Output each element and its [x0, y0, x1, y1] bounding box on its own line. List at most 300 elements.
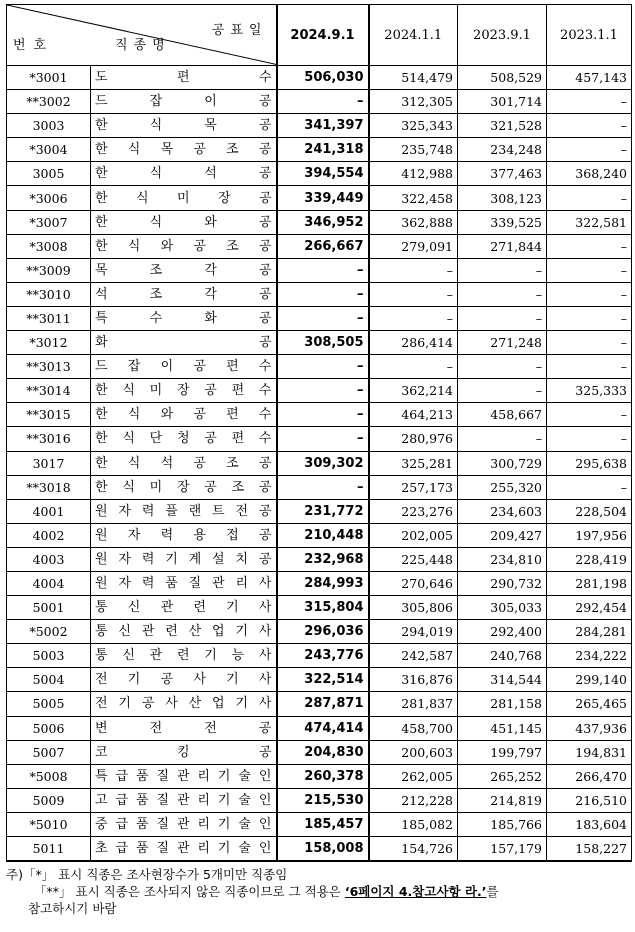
- job-code: **3013: [7, 355, 91, 379]
- job-name: [91, 764, 277, 788]
- wage-value: 301,714: [458, 90, 547, 114]
- job-name-char: 공: [258, 286, 272, 302]
- job-name: [91, 162, 277, 186]
- footnote-line-2: [6, 883, 499, 900]
- job-name-char: 장: [176, 479, 190, 495]
- job-name-text: [95, 837, 272, 860]
- wage-value: 451,145: [458, 716, 547, 740]
- job-code: *5008: [7, 764, 91, 788]
- wage-value: 242,587: [369, 644, 458, 668]
- job-name-text: [95, 452, 272, 475]
- job-name-char: 장: [217, 190, 231, 206]
- job-code: **3010: [7, 282, 91, 306]
- job-name-text: [95, 500, 272, 523]
- wage-value: 508,529: [458, 66, 547, 90]
- job-name-char: 공: [258, 720, 272, 736]
- wage-value: –: [547, 186, 632, 210]
- wage-value: 309,302: [277, 451, 369, 475]
- table-row: [7, 644, 632, 668]
- wage-value: 281,198: [547, 571, 632, 595]
- job-name-char: 전: [95, 696, 108, 712]
- footnote-mark-double: 「**」: [34, 884, 72, 899]
- job-name-char: 각: [204, 286, 217, 302]
- job-name-char: 식: [122, 383, 135, 399]
- job-name: [91, 114, 277, 138]
- job-name-char: 사: [258, 576, 272, 592]
- wage-value: 204,830: [277, 740, 369, 764]
- job-name: [91, 620, 277, 644]
- table-row: [7, 812, 632, 836]
- job-name: [91, 355, 277, 379]
- job-name-char: 와: [160, 407, 174, 423]
- wage-value: 341,397: [277, 114, 369, 138]
- job-name-char: 드: [95, 94, 108, 110]
- job-name-char: 식: [149, 118, 163, 134]
- wage-value: 212,228: [369, 788, 458, 812]
- date-header-2023-1: 2023.1.1: [547, 5, 632, 66]
- wage-value: 202,005: [369, 523, 458, 547]
- wage-value: –: [369, 306, 458, 330]
- wage-value: 362,214: [369, 379, 458, 403]
- wage-value: 284,993: [277, 571, 369, 595]
- job-name: [91, 234, 277, 258]
- wage-value: –: [547, 427, 632, 451]
- job-name-text: [95, 379, 272, 402]
- wage-value: 514,479: [369, 66, 458, 90]
- job-name-text: [95, 403, 272, 426]
- wage-value: 314,544: [458, 668, 547, 692]
- job-name-char: 공: [258, 551, 272, 567]
- job-name-char: 질: [188, 576, 202, 592]
- job-name-char: 전: [149, 720, 163, 736]
- footnote-reference: ‘6페이지 4.참고사항 라.’: [344, 884, 487, 899]
- job-name-char: 원: [95, 551, 108, 567]
- job-code: *3004: [7, 138, 91, 162]
- table-row: [7, 90, 632, 114]
- job-name-text: [95, 668, 272, 691]
- wage-value: 234,603: [458, 499, 547, 523]
- wage-value: –: [277, 427, 369, 451]
- job-name-text: [95, 235, 272, 258]
- job-name-char: 자: [118, 503, 131, 519]
- job-name-text: [95, 524, 272, 547]
- table-row: [7, 138, 632, 162]
- job-name-char: 한: [95, 431, 108, 447]
- footnote-text-2: 표시 직종은 조사되지 않은 직종이므로 그 적용은: [75, 884, 341, 899]
- job-code: 4002: [7, 523, 91, 547]
- wage-value: –: [547, 282, 632, 306]
- wage-value: 228,504: [547, 499, 632, 523]
- job-name-char: 술: [238, 768, 251, 784]
- job-name: [91, 451, 277, 475]
- job-name-char: 드: [95, 359, 108, 375]
- job-name-text: [95, 138, 272, 161]
- job-name-char: 사: [165, 696, 178, 712]
- job-name-char: 공: [204, 383, 217, 399]
- wage-value: 154,726: [369, 837, 458, 862]
- job-name-char: 기: [226, 600, 239, 616]
- job-name-char: 관: [212, 576, 225, 592]
- wage-value: 394,554: [277, 162, 369, 186]
- wage-value: 284,281: [547, 620, 632, 644]
- wage-value: –: [369, 282, 458, 306]
- wage-value: 255,320: [458, 475, 547, 499]
- wage-value: –: [547, 258, 632, 282]
- wage-value: 474,414: [277, 716, 369, 740]
- wage-value: 368,240: [547, 162, 632, 186]
- table-row: [7, 740, 632, 764]
- wage-value: –: [458, 427, 547, 451]
- wage-value: 200,603: [369, 740, 458, 764]
- job-name-char: 기: [217, 792, 231, 808]
- table-row: [7, 258, 632, 282]
- job-name-char: 공: [258, 503, 272, 519]
- job-name-char: 공: [193, 142, 206, 158]
- job-name-char: 관: [176, 841, 190, 857]
- job-name-char: 미: [176, 190, 190, 206]
- job-name-char: 능: [231, 648, 245, 664]
- job-name-char: 품: [135, 792, 149, 808]
- table-row: [7, 596, 632, 620]
- job-name: [91, 740, 277, 764]
- job-name-char: 공: [258, 94, 272, 110]
- job-name-char: 한: [95, 455, 108, 471]
- job-name-char: 계: [188, 551, 202, 567]
- job-name-text: [95, 90, 272, 113]
- job-name-char: 전: [204, 720, 217, 736]
- job-name: [91, 138, 277, 162]
- table-row: [7, 523, 632, 547]
- wage-value: 464,213: [369, 403, 458, 427]
- job-name-char: 청: [176, 431, 190, 447]
- wage-value: 265,465: [547, 692, 632, 716]
- job-name-char: 인: [258, 816, 272, 832]
- job-name-char: 원: [95, 503, 108, 519]
- wage-value: 299,140: [547, 668, 632, 692]
- job-name-char: 력: [141, 576, 155, 592]
- job-name-char: 미: [149, 383, 163, 399]
- job-name-text: [95, 476, 272, 499]
- job-code: **3018: [7, 475, 91, 499]
- job-name-text: [95, 765, 272, 788]
- job-name-char: 수: [258, 383, 272, 399]
- job-name-char: 사: [258, 672, 272, 688]
- wage-value: 290,732: [458, 571, 547, 595]
- job-code: **3009: [7, 258, 91, 282]
- wage-value: 158,227: [547, 837, 632, 862]
- job-name-char: 공: [258, 527, 272, 543]
- job-name-char: 질: [156, 792, 170, 808]
- job-name-char: 원: [95, 527, 108, 543]
- wage-value: –: [547, 331, 632, 355]
- job-name: [91, 692, 277, 716]
- table-row: [7, 162, 632, 186]
- table-row: [7, 66, 632, 90]
- wage-value: 322,581: [547, 210, 632, 234]
- wage-value: 266,470: [547, 764, 632, 788]
- wage-value: 215,530: [277, 788, 369, 812]
- job-name: [91, 499, 277, 523]
- job-name-char: 공: [204, 479, 217, 495]
- job-name-char: 코: [95, 744, 108, 760]
- job-name-char: 초: [95, 841, 108, 857]
- wage-value: 322,514: [277, 668, 369, 692]
- wage-value: 243,776: [277, 644, 369, 668]
- job-name-char: 기: [235, 696, 248, 712]
- table-row: [7, 788, 632, 812]
- table-row: [7, 306, 632, 330]
- job-code: *3001: [7, 66, 91, 90]
- job-name-char: 한: [95, 118, 108, 134]
- job-name-text: [95, 813, 272, 836]
- table-row: [7, 282, 632, 306]
- job-name-text: [95, 596, 272, 619]
- job-name-char: 한: [95, 214, 108, 230]
- wage-value: 458,700: [369, 716, 458, 740]
- job-name-char: 공: [258, 142, 272, 158]
- wage-value: 262,005: [369, 764, 458, 788]
- job-name-char: 관: [176, 792, 190, 808]
- wage-value: 260,378: [277, 764, 369, 788]
- job-name: [91, 596, 277, 620]
- job-name-text: [95, 620, 272, 643]
- job-name-char: 산: [188, 696, 202, 712]
- job-name-char: 품: [135, 841, 149, 857]
- job-name-char: 력: [141, 503, 155, 519]
- job-name-char: 특: [95, 768, 108, 784]
- job-name-char: 사: [193, 672, 206, 688]
- job-name-char: 석: [204, 166, 217, 182]
- job-code: 5004: [7, 668, 91, 692]
- wage-value: 231,772: [277, 499, 369, 523]
- wage-value: 339,525: [458, 210, 547, 234]
- wage-value: 271,844: [458, 234, 547, 258]
- job-name: [91, 90, 277, 114]
- job-name-char: 급: [115, 816, 129, 832]
- wage-value: –: [277, 90, 369, 114]
- job-code: 3005: [7, 162, 91, 186]
- wage-value: 279,091: [369, 234, 458, 258]
- job-name: [91, 379, 277, 403]
- job-name-char: 통: [95, 624, 108, 640]
- wage-value: –: [547, 234, 632, 258]
- job-code: 5001: [7, 596, 91, 620]
- wage-value: 294,019: [369, 620, 458, 644]
- wage-value: 325,281: [369, 451, 458, 475]
- job-name-char: 기: [118, 696, 131, 712]
- job-code: 5006: [7, 716, 91, 740]
- job-name-char: 산: [188, 624, 202, 640]
- job-name: [91, 331, 277, 355]
- job-name-char: 련: [193, 600, 206, 616]
- job-name-char: 품: [135, 816, 149, 832]
- wage-value: 292,400: [458, 620, 547, 644]
- job-name-char: 품: [135, 768, 149, 784]
- job-name-char: 특: [95, 310, 108, 326]
- job-name-text: [95, 789, 272, 812]
- wage-value: –: [277, 379, 369, 403]
- wage-value: 362,888: [369, 210, 458, 234]
- job-name-char: 공: [193, 407, 206, 423]
- job-name-char: 기: [235, 624, 248, 640]
- job-name-char: 인: [258, 768, 272, 784]
- job-name-char: 식: [135, 190, 149, 206]
- job-name-char: 편: [231, 383, 245, 399]
- wage-value: 377,463: [458, 162, 547, 186]
- job-name-char: 식: [149, 214, 163, 230]
- wage-value: –: [547, 355, 632, 379]
- job-name: [91, 258, 277, 282]
- job-name-char: 공: [160, 672, 174, 688]
- job-code: 5009: [7, 788, 91, 812]
- job-name: [91, 306, 277, 330]
- wage-value: 287,871: [277, 692, 369, 716]
- table-row: [7, 571, 632, 595]
- job-name-text: [95, 162, 272, 185]
- date-header-2024-1: 2024.1.1: [369, 5, 458, 66]
- job-name-char: 편: [226, 359, 239, 375]
- job-name-char: 수: [258, 70, 272, 86]
- job-code: 3017: [7, 451, 91, 475]
- wage-value: 457,143: [547, 66, 632, 90]
- job-name-char: 공: [258, 744, 272, 760]
- job-name-char: 한: [95, 407, 108, 423]
- job-name-char: 인: [258, 841, 272, 857]
- wage-value: 305,806: [369, 596, 458, 620]
- job-name-char: 식: [127, 142, 141, 158]
- job-name-char: 각: [204, 262, 217, 278]
- wage-value: –: [277, 306, 369, 330]
- table-row: [7, 186, 632, 210]
- wage-value: 325,343: [369, 114, 458, 138]
- wage-value: –: [369, 355, 458, 379]
- job-name-char: 련: [165, 624, 178, 640]
- wage-value: 280,976: [369, 427, 458, 451]
- job-name-char: 조: [226, 455, 239, 471]
- job-name: [91, 66, 277, 90]
- table-row: [7, 475, 632, 499]
- job-name-char: 수: [258, 431, 272, 447]
- job-name-text: [95, 283, 272, 306]
- wage-value: 210,448: [277, 523, 369, 547]
- job-name-char: 수: [258, 359, 272, 375]
- job-name-char: 관: [176, 768, 190, 784]
- job-name-char: 기: [217, 816, 231, 832]
- wage-value: 194,831: [547, 740, 632, 764]
- job-name-char: 단: [149, 431, 163, 447]
- announce-date-label: 공표일: [211, 23, 268, 38]
- job-name-char: 조: [231, 479, 245, 495]
- job-name: [91, 644, 277, 668]
- wage-value: 158,008: [277, 837, 369, 862]
- wage-value: –: [277, 403, 369, 427]
- footnote-text-1: 표시 직종은 조사현장수가 5개미만 직종임: [58, 867, 288, 882]
- job-code: *3008: [7, 234, 91, 258]
- job-code: **3011: [7, 306, 91, 330]
- job-name-char: 질: [156, 816, 170, 832]
- footnote-prefix: 주): [6, 867, 23, 882]
- table-row: [7, 620, 632, 644]
- wage-value: 316,876: [369, 668, 458, 692]
- job-name-char: 편: [226, 407, 239, 423]
- wage-value: 281,837: [369, 692, 458, 716]
- job-name-text: [95, 331, 272, 354]
- job-code: 5003: [7, 644, 91, 668]
- job-name-char: 치: [235, 551, 248, 567]
- wage-value: 225,448: [369, 547, 458, 571]
- job-name-char: 편: [176, 70, 190, 86]
- job-name: [91, 210, 277, 234]
- job-name: [91, 475, 277, 499]
- job-name-char: 급: [115, 841, 129, 857]
- job-name-char: 석: [160, 455, 174, 471]
- header-corner-cell: [7, 5, 277, 66]
- job-name-char: 질: [156, 841, 170, 857]
- job-name-char: 공: [258, 118, 272, 134]
- date-header-2023-9: 2023.9.1: [458, 5, 547, 66]
- table-row: [7, 355, 632, 379]
- job-name-char: 사: [258, 696, 272, 712]
- job-name-char: 인: [258, 792, 272, 808]
- job-name: [91, 837, 277, 862]
- job-name-char: 공: [258, 166, 272, 182]
- table-row: [7, 331, 632, 355]
- wage-value: 308,505: [277, 331, 369, 355]
- job-name-char: 킹: [176, 744, 190, 760]
- wage-value: 339,449: [277, 186, 369, 210]
- job-name-text: [95, 259, 272, 282]
- job-name-char: 장: [176, 383, 190, 399]
- wage-value: 183,604: [547, 812, 632, 836]
- table-row: [7, 668, 632, 692]
- job-name-char: 업: [212, 624, 225, 640]
- job-name-text: [95, 114, 272, 137]
- job-name-char: 공: [204, 431, 217, 447]
- job-name-char: 관: [141, 624, 155, 640]
- job-code: *3007: [7, 210, 91, 234]
- table-row: [7, 716, 632, 740]
- table-row: [7, 427, 632, 451]
- job-name-char: 용: [193, 527, 206, 543]
- job-name-text: [95, 211, 272, 234]
- job-name-char: 접: [226, 527, 239, 543]
- job-name-char: 통: [95, 648, 108, 664]
- wage-value: 157,179: [458, 837, 547, 862]
- wage-value: 325,333: [547, 379, 632, 403]
- job-name-char: 수: [258, 407, 272, 423]
- wage-value: 234,222: [547, 644, 632, 668]
- job-name-char: 와: [160, 238, 174, 254]
- job-name-char: 고: [95, 792, 108, 808]
- job-name-char: 공: [141, 696, 155, 712]
- job-code: 3003: [7, 114, 91, 138]
- footnote-text-2-tail: 를: [486, 884, 499, 899]
- job-name-char: 원: [95, 576, 108, 592]
- job-name-char: 사: [258, 624, 272, 640]
- wage-value: 321,528: [458, 114, 547, 138]
- job-code: *5010: [7, 812, 91, 836]
- job-name-char: 잡: [149, 94, 163, 110]
- table-row: [7, 114, 632, 138]
- job-name-char: 술: [238, 792, 251, 808]
- wage-value: 322,458: [369, 186, 458, 210]
- job-name-char: 술: [238, 816, 251, 832]
- job-name-char: 공: [258, 262, 272, 278]
- job-name-char: 목: [160, 142, 174, 158]
- job-name-char: 급: [115, 792, 129, 808]
- table-row: [7, 764, 632, 788]
- job-name: [91, 812, 277, 836]
